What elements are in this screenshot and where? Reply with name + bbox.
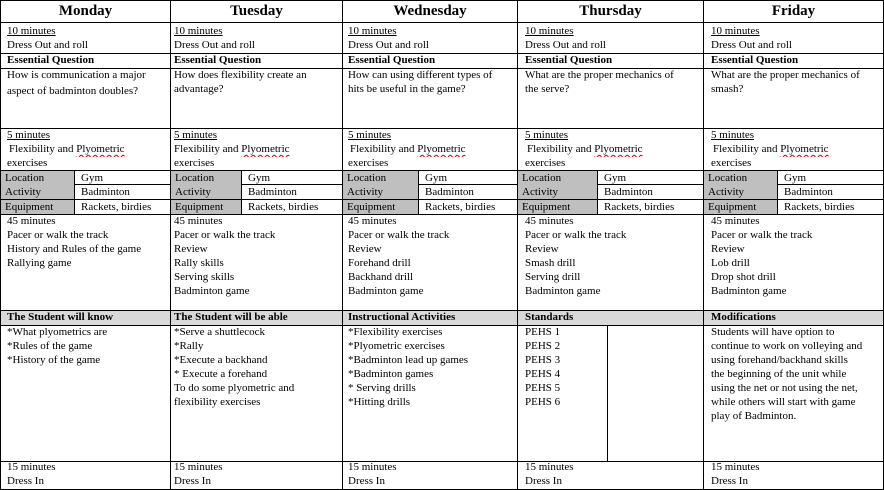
end-time: 15 minutes [525, 461, 574, 473]
flex-line2: exercises [7, 157, 48, 169]
flex-text-plyometric: Plyometric [594, 143, 643, 155]
flex-text: Flexibility and [350, 143, 418, 155]
flex-line [174, 143, 342, 157]
section-item: *Hitting drills [348, 396, 411, 408]
warmup-task: Dress Out and roll [348, 39, 429, 51]
equipment-value: Rackets, birdies [784, 201, 855, 213]
equipment-value: Rackets, birdies [425, 201, 496, 213]
flex-time: 5 minutes [711, 129, 755, 141]
section-item: PEHS 1 [525, 326, 561, 338]
flex-line [350, 143, 517, 157]
main-item: Review [711, 243, 745, 255]
end-task: Dress In [711, 475, 748, 487]
section-item: *What plyometrics are [7, 326, 108, 338]
eq-line: smash? [711, 83, 744, 95]
activity-row [518, 185, 703, 199]
equipment-value: Rackets, birdies [81, 201, 152, 213]
main-item: Review [348, 243, 382, 255]
equipment-row [704, 200, 883, 214]
activity-label: Activity [518, 185, 597, 199]
equipment-label: Equipment [171, 200, 241, 214]
equipment-row [1, 200, 170, 214]
day-header: Wednesday [393, 2, 467, 19]
section-item: *Rally [174, 340, 204, 352]
activity-row [1, 185, 170, 199]
equipment-value: Rackets, birdies [604, 201, 675, 213]
end-task: Dress In [7, 475, 44, 487]
main-item: Badminton game [525, 285, 601, 297]
eq-line: How can using different types of [348, 69, 493, 81]
end-time: 15 minutes [174, 461, 223, 473]
day-column-thursday [518, 0, 703, 490]
section-title: Standards [525, 311, 574, 323]
section-item: flexibility exercises [174, 396, 261, 408]
main-item: Badminton game [348, 285, 424, 297]
section-title: Instructional Activities [348, 311, 456, 323]
location-label: Location [518, 171, 597, 185]
location-row [1, 171, 170, 185]
section-item: while others will start with game [711, 396, 856, 408]
section-item: PEHS 2 [525, 340, 561, 352]
activity-label: Activity [1, 185, 74, 199]
activity-value: Badminton [604, 186, 653, 198]
end-task: Dress In [174, 475, 211, 487]
day-header: Friday [771, 2, 816, 19]
section-item: *Badminton games [348, 368, 434, 380]
main-item: Forehand drill [348, 257, 411, 269]
location-label: Location [343, 171, 418, 185]
location-label: Location [171, 171, 241, 185]
activity-value: Badminton [81, 186, 130, 198]
end-task: Dress In [525, 475, 562, 487]
section-item: PEHS 6 [525, 396, 561, 408]
eq-line: advantage? [174, 83, 224, 95]
equipment-value: Rackets, birdies [248, 201, 319, 213]
location-row [171, 171, 342, 185]
equipment-label: Equipment [704, 200, 777, 214]
section-item: *History of the game [7, 354, 101, 366]
eq-line: How is communication a major [7, 69, 146, 81]
warmup-time: 10 minutes [174, 25, 223, 37]
main-item: Badminton game [174, 285, 250, 297]
warmup-time: 10 minutes [7, 25, 56, 37]
flex-text: Flexibility and [527, 143, 595, 155]
eq-label: Essential Question [174, 54, 262, 66]
main-time: 45 minutes [174, 215, 223, 227]
location-label: Location [1, 171, 74, 185]
eq-line: the serve? [525, 83, 570, 95]
flex-line2: exercises [348, 157, 389, 169]
section-item: * Execute a forehand [174, 368, 268, 380]
warmup-task: Dress Out and roll [174, 39, 255, 51]
equipment-row [343, 200, 517, 214]
day-header: Tuesday [230, 2, 283, 19]
main-item: Pacer or walk the track [348, 229, 450, 241]
warmup-time: 10 minutes [525, 25, 574, 37]
location-label: Location [704, 171, 777, 185]
end-time: 15 minutes [711, 461, 760, 473]
warmup-time: 10 minutes [711, 25, 760, 37]
activity-label: Activity [704, 185, 777, 199]
flex-line [527, 143, 703, 157]
section-item: PEHS 5 [525, 382, 561, 394]
section-item: the beginning of the unit while [711, 368, 847, 380]
eq-label: Essential Question [7, 54, 95, 66]
location-value: Gym [248, 172, 270, 184]
flex-text-plyometric: Plyometric [76, 143, 125, 155]
section-item: play of Badminton. [711, 410, 797, 422]
section-item: *Rules of the game [7, 340, 93, 352]
activity-row [343, 185, 517, 199]
main-item: Review [174, 243, 208, 255]
flex-text-plyometric: Plyometric [417, 143, 466, 155]
end-time: 15 minutes [348, 461, 397, 473]
day-column-tuesday [171, 0, 342, 490]
section-item: Students will have option to [711, 326, 835, 338]
section-item: *Flexibility exercises [348, 326, 443, 338]
section-item: PEHS 4 [525, 368, 561, 380]
location-value: Gym [604, 172, 626, 184]
flex-line [713, 143, 883, 157]
flex-time: 5 minutes [348, 129, 392, 141]
warmup-task: Dress Out and roll [711, 39, 792, 51]
main-item: Pacer or walk the track [711, 229, 813, 241]
activity-row [171, 185, 342, 199]
main-item: Drop shot drill [711, 271, 776, 283]
section-item: *Serve a shuttlecock [174, 326, 266, 338]
end-time: 15 minutes [7, 461, 56, 473]
day-column-wednesday [343, 0, 517, 490]
flex-time: 5 minutes [525, 129, 569, 141]
equipment-row [518, 200, 703, 214]
flex-line2: exercises [174, 157, 215, 169]
section-title: The Student will know [7, 311, 114, 323]
main-item: Rally skills [174, 257, 224, 269]
main-item: Pacer or walk the track [7, 229, 109, 241]
main-time: 45 minutes [525, 215, 574, 227]
equipment-row [171, 200, 342, 214]
warmup-task: Dress Out and roll [525, 39, 606, 51]
main-item: Review [525, 243, 559, 255]
flex-text-plyometric: Plyometric [780, 143, 829, 155]
flex-line2: exercises [711, 157, 752, 169]
day-column-monday [1, 0, 170, 490]
day-header: Monday [58, 2, 113, 19]
main-item: Pacer or walk the track [174, 229, 276, 241]
location-value: Gym [81, 172, 103, 184]
equipment-label: Equipment [518, 200, 597, 214]
main-item: Badminton game [711, 285, 787, 297]
flex-text: Flexibility and [9, 143, 77, 155]
eq-line: aspect of badminton doubles? [7, 85, 139, 97]
activity-value: Badminton [425, 186, 474, 198]
main-item: Rallying game [7, 257, 72, 269]
section-item: *Execute a backhand [174, 354, 268, 366]
section-item: *Plyometric exercises [348, 340, 445, 352]
main-item: Smash drill [525, 257, 576, 269]
eq-label: Essential Question [348, 54, 436, 66]
section-item: PEHS 3 [525, 354, 561, 366]
activity-value: Badminton [248, 186, 297, 198]
end-task: Dress In [348, 475, 385, 487]
location-row [518, 171, 703, 185]
section-item: continue to work on volleying and [711, 340, 863, 352]
equipment-label: Equipment [1, 200, 74, 214]
location-row [704, 171, 883, 185]
main-item: Serving drill [525, 271, 581, 283]
day-header: Thursday [579, 2, 642, 19]
main-item: Backhand drill [348, 271, 414, 283]
equipment-label: Equipment [343, 200, 418, 214]
eq-line: What are the proper mechanics of [711, 69, 860, 81]
activity-label: Activity [171, 185, 241, 199]
main-time: 45 minutes [7, 215, 56, 227]
warmup-time: 10 minutes [348, 25, 397, 37]
activity-label: Activity [343, 185, 418, 199]
main-time: 45 minutes [348, 215, 397, 227]
main-item: Lob drill [711, 257, 750, 269]
eq-line: hits be useful in the game? [348, 83, 466, 95]
section-title: The Student will be able [174, 311, 288, 323]
eq-line: What are the proper mechanics of [525, 69, 674, 81]
section-item: * Serving drills [348, 382, 416, 394]
section-item: *Badminton lead up games [348, 354, 469, 366]
location-row [343, 171, 517, 185]
section-item: using forehand/backhand skills [711, 354, 848, 366]
section-title: Modifications [711, 311, 776, 323]
flex-text-plyometric: Plyometric [241, 143, 290, 155]
main-item: Pacer or walk the track [525, 229, 627, 241]
main-time: 45 minutes [711, 215, 760, 227]
flex-text: Flexibility and [174, 143, 242, 155]
flex-time: 5 minutes [7, 129, 51, 141]
activity-value: Badminton [784, 186, 833, 198]
eq-label: Essential Question [711, 54, 799, 66]
flex-time: 5 minutes [174, 129, 218, 141]
eq-line: How does flexibility create an [174, 69, 307, 81]
eq-label: Essential Question [525, 54, 613, 66]
section-item: To do some plyometric and [174, 382, 295, 394]
flex-line2: exercises [525, 157, 566, 169]
location-value: Gym [784, 172, 806, 184]
warmup-task: Dress Out and roll [7, 39, 88, 51]
flex-text: Flexibility and [713, 143, 781, 155]
flex-line [9, 143, 170, 157]
section-item: using the net or not using the net, [711, 382, 858, 394]
main-item: History and Rules of the game [7, 243, 142, 255]
activity-row [704, 185, 883, 199]
location-value: Gym [425, 172, 447, 184]
day-column-friday [704, 0, 883, 490]
main-item: Serving skills [174, 271, 235, 283]
